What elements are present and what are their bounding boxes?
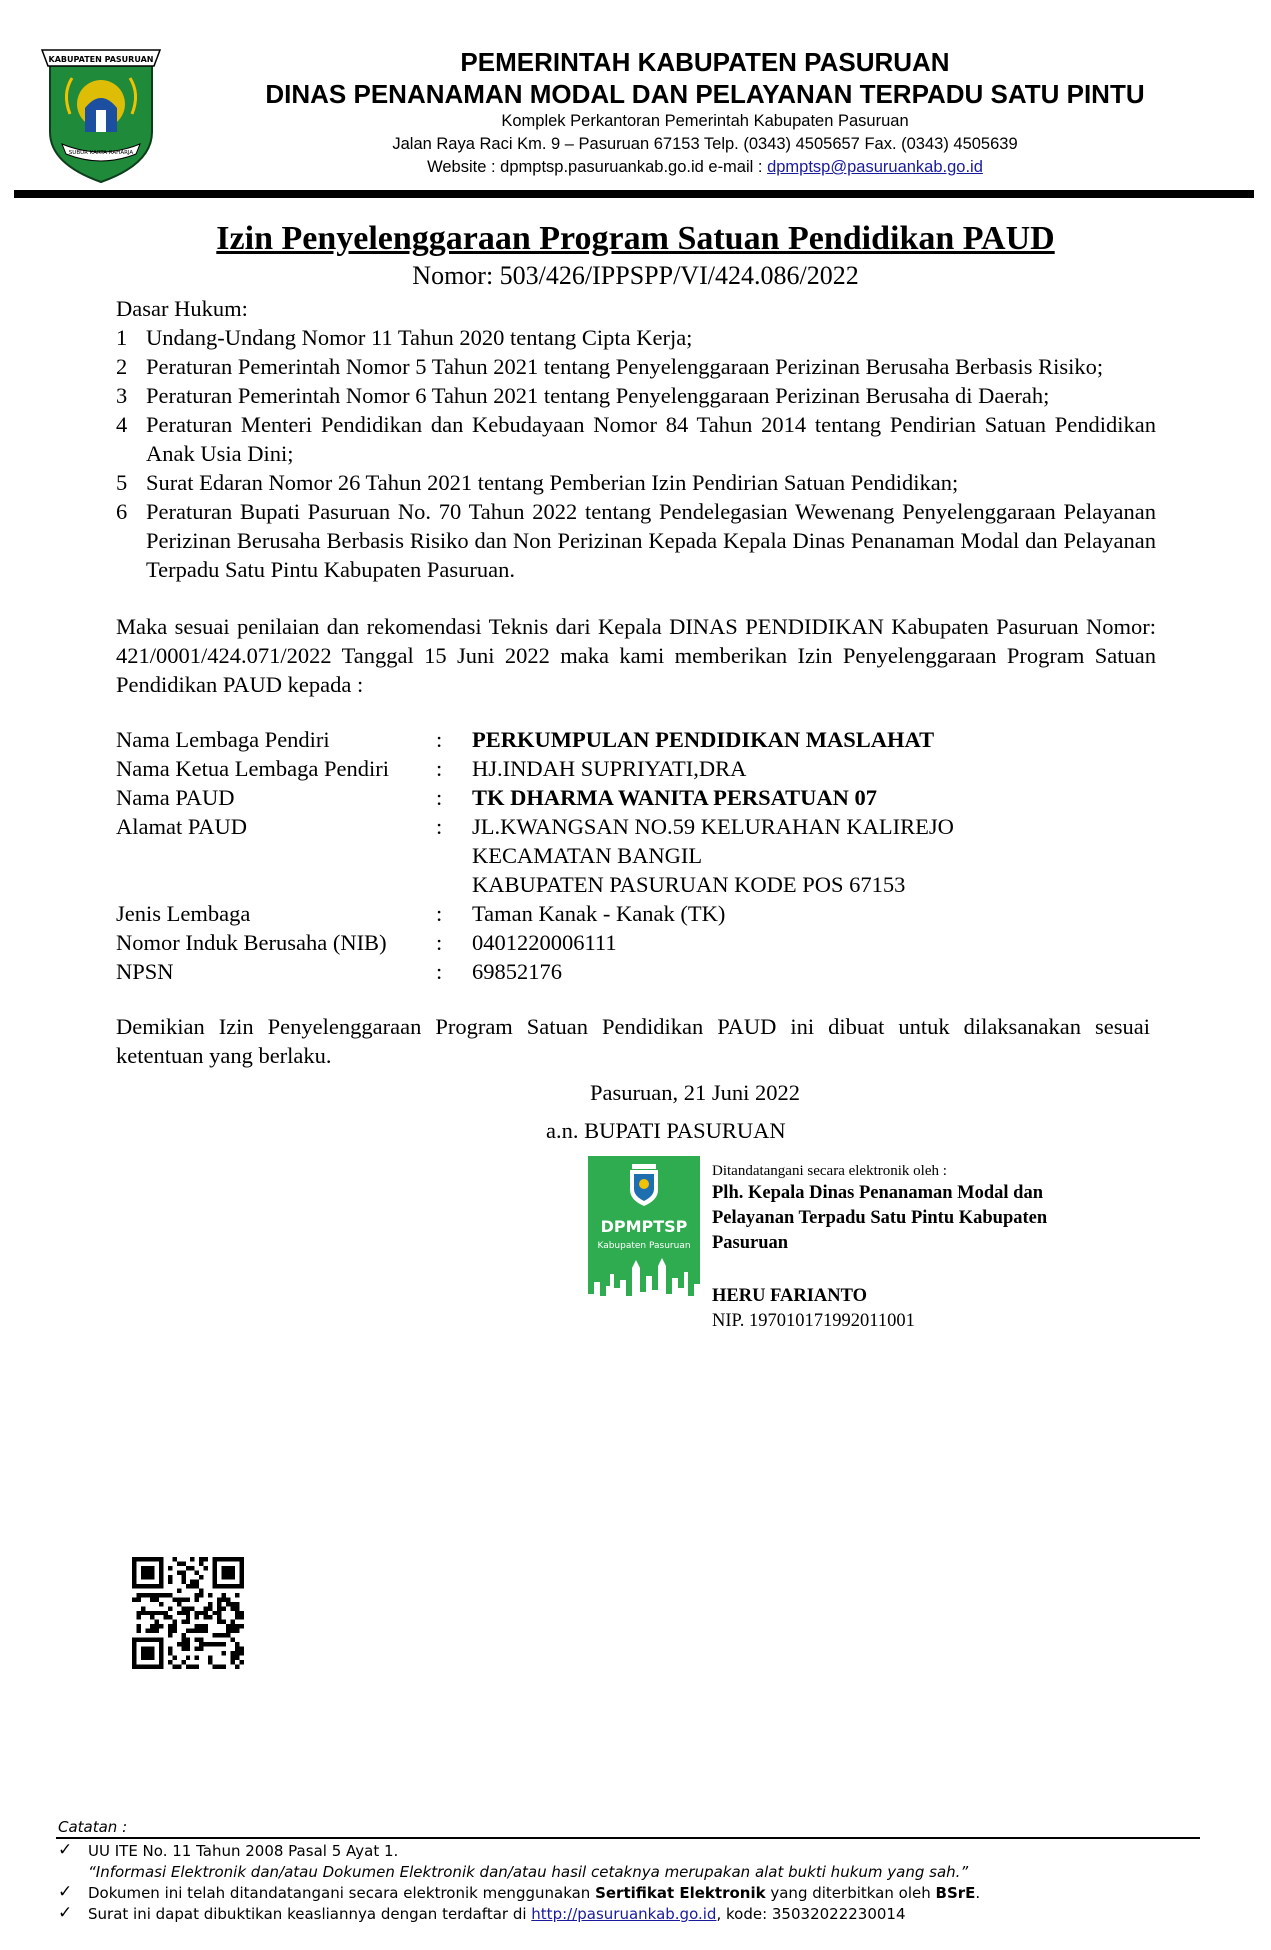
footer-notes bbox=[58, 1841, 1208, 1925]
letterhead-address: Jalan Raya Raci Km. 9 – Pasuruan 67153 Telp. (0343) 4505657 Fax. (0343) 4505639 bbox=[392, 135, 1018, 153]
letterhead-agency: DINAS PENANAMAN MODAL DAN PELAYANAN TERPADU SATU PINTU bbox=[265, 79, 1145, 109]
intro-paragraph: Maka sesuai penilaian dan rekomendasi Teknis dari Kepala DINAS PENDIDIKAN Kabupaten Pasuruan Nomor: 421/0001/424.071/2022 Tanggal 15 Juni 2022 maka kami memberikan Izin Penyelenggaraan Program Satuan Pendidikan PAUD kepada : bbox=[116, 614, 1156, 697]
list-item: 2 Peraturan Pemerintah Nomor 5 Tahun 2021 tentang Penyelenggaraan Perizinan Berusaha Berbasis Risiko; bbox=[116, 354, 1104, 379]
list-item: 1 Undang-Undang Nomor 11 Tahun 2020 tentang Cipta Kerja; bbox=[116, 325, 693, 350]
chair-value: HJ.INDAH SUPRIYATI,DRA bbox=[472, 756, 747, 781]
address-label: Alamat PAUD bbox=[116, 814, 248, 839]
paud-label: Nama PAUD bbox=[116, 785, 235, 810]
letterhead-government: PEMERINTAH KABUPATEN PASURUAN bbox=[460, 47, 950, 77]
document-title: Izin Penyelenggaraan Program Satuan Pendidikan PAUD bbox=[216, 220, 1055, 257]
website-text: Website : dpmptsp.pasuruankab.go.id e-mail : bbox=[427, 158, 768, 176]
founder-label: Nama Lembaga Pendiri bbox=[116, 727, 330, 752]
chair-label: Nama Ketua Lembaga Pendiri bbox=[116, 756, 390, 781]
list-item: 5 Surat Edaran Nomor 26 Tahun 2021 tentang Pemberian Izin Pendirian Satuan Pendidikan; bbox=[116, 470, 959, 495]
legal-basis-heading: Dasar Hukum: bbox=[116, 296, 248, 321]
type-label: Jenis Lembaga bbox=[116, 901, 251, 926]
document-body bbox=[116, 294, 1156, 1070]
dpmptsp-stamp-logo bbox=[588, 1156, 700, 1314]
svg-text:DPMPTSP: DPMPTSP bbox=[600, 1217, 688, 1236]
permit-details-table bbox=[116, 725, 954, 986]
table-row: Nama Lembaga Pendiri : PERKUMPULAN PENDIDIKAN MASLAHAT bbox=[116, 725, 954, 754]
electronic-signature-block bbox=[712, 1161, 1132, 1334]
list-item: 4 Peraturan Menteri Pendidikan dan Kebudayaan Nomor 84 Tahun 2014 tentang Pendirian Satuan Pendidikan Anak Usia Dini; bbox=[116, 412, 1156, 466]
npsn-value: 69852176 bbox=[472, 959, 562, 984]
table-row: Jenis Lembaga : Taman Kanak - Kanak (TK) bbox=[116, 899, 954, 928]
footer-divider bbox=[56, 1837, 1200, 1839]
signer-nip: NIP. 197010171992011001 bbox=[712, 1311, 915, 1331]
signature-caption: Ditandatangani secara elektronik oleh : bbox=[712, 1163, 947, 1179]
qr-code bbox=[132, 1557, 244, 1669]
svg-text:SUBUR KARTA RAHARJA: SUBUR KARTA RAHARJA bbox=[68, 150, 134, 156]
letterhead-contact bbox=[190, 156, 1220, 179]
list-item: 6 Peraturan Bupati Pasuruan No. 70 Tahun 2022 tentang Pendelegasian Wewenang Penyelenggaraan Pelayanan Perizinan Berusaha Berbasis Risiko dan Non Perizinan Kepada Kepala Dinas Penanaman Modal dan Pelayanan Terpadu Satu Pintu Kabupaten Pasuruan. bbox=[116, 499, 1156, 582]
table-row: NPSN : 69852176 bbox=[116, 957, 954, 986]
email-link[interactable]: dpmptsp@pasuruankab.go.id bbox=[767, 158, 983, 176]
signer-position-line3: Pasuruan bbox=[712, 1233, 789, 1253]
footer-note-label: Catatan : bbox=[58, 1818, 128, 1836]
table-row: Nama Ketua Lembaga Pendiri : HJ.INDAH SUPRIYATI,DRA bbox=[116, 754, 954, 783]
check-icon: ✓ bbox=[58, 1882, 73, 1902]
legal-basis-list bbox=[116, 323, 1156, 584]
npsn-label: NPSN bbox=[116, 959, 174, 984]
founder-value: PERKUMPULAN PENDIDIKAN MASLAHAT bbox=[472, 727, 935, 752]
table-row: Nomor Induk Berusaha (NIB) : 0401220006111 bbox=[116, 928, 954, 957]
letterhead-divider bbox=[14, 190, 1254, 198]
svg-text:KABUPATEN PASURUAN: KABUPATEN PASURUAN bbox=[48, 55, 154, 64]
letterhead-complex: Komplek Perkantoran Pemerintah Kabupaten Pasuruan bbox=[501, 112, 909, 130]
nib-label: Nomor Induk Berusaha (NIB) bbox=[116, 930, 387, 955]
kabupaten-pasuruan-logo bbox=[40, 44, 162, 184]
verification-link[interactable]: http://pasuruankab.go.id bbox=[531, 1905, 717, 1923]
nib-value: 0401220006111 bbox=[472, 930, 617, 955]
signature-place-date: Pasuruan, 21 Juni 2022 bbox=[590, 1080, 800, 1105]
list-item: 3 Peraturan Pemerintah Nomor 6 Tahun 2021 tentang Penyelenggaraan Perizinan Berusaha di Daerah; bbox=[116, 383, 1050, 408]
document-number: Nomor: 503/426/IPPSPP/VI/424.086/2022 bbox=[412, 261, 859, 290]
svg-text:Kabupaten Pasuruan: Kabupaten Pasuruan bbox=[597, 1241, 691, 1251]
table-row: Alamat PAUD : JL.KWANGSAN NO.59 KELURAHAN KALIREJO KECAMATAN BANGIL KABUPATEN PASURUAN KODE POS 67153 bbox=[116, 814, 954, 897]
signer-position-line2: Pelayanan Terpadu Satu Pintu Kabupaten bbox=[712, 1208, 1048, 1228]
signature-on-behalf: a.n. BUPATI PASURUAN bbox=[546, 1118, 786, 1143]
list-item: ✓ Surat ini dapat dibuktikan keasliannya dengan terdaftar di http://pasuruankab.go.id, kode: 35032022230014 bbox=[58, 1903, 906, 1923]
list-item: ✓ Dokumen ini telah ditandatangani secara elektronik menggunakan Sertifikat Elektronik yang diterbitkan oleh BSrE. bbox=[58, 1882, 981, 1902]
paud-value: TK DHARMA WANITA PERSATUAN 07 bbox=[472, 785, 878, 810]
check-icon: ✓ bbox=[58, 1840, 73, 1860]
list-item: ✓ UU ITE No. 11 Tahun 2008 Pasal 5 Ayat 1. “Informasi Elektronik dan/atau Dokumen Elektronik dan/atau hasil cetaknya merupakan alat bukti hukum yang sah.” bbox=[58, 1840, 969, 1881]
table-row: Nama PAUD : TK DHARMA WANITA PERSATUAN 07 bbox=[116, 783, 954, 812]
signer-position-line1: Plh. Kepala Dinas Penanaman Modal dan bbox=[712, 1183, 1044, 1203]
check-icon: ✓ bbox=[58, 1903, 73, 1923]
signer-name: HERU FARIANTO bbox=[712, 1286, 868, 1306]
address-value: JL.KWANGSAN NO.59 KELURAHAN KALIREJO KECAMATAN BANGIL KABUPATEN PASURUAN KODE POS 67153 bbox=[472, 814, 954, 897]
closing-paragraph: Demikian Izin Penyelenggaraan Program Satuan Pendidikan PAUD ini dibuat untuk dilaksanakan sesuai ketentuan yang berlaku. bbox=[116, 1014, 1150, 1068]
type-value: Taman Kanak - Kanak (TK) bbox=[472, 901, 726, 926]
letterhead bbox=[190, 46, 1220, 179]
